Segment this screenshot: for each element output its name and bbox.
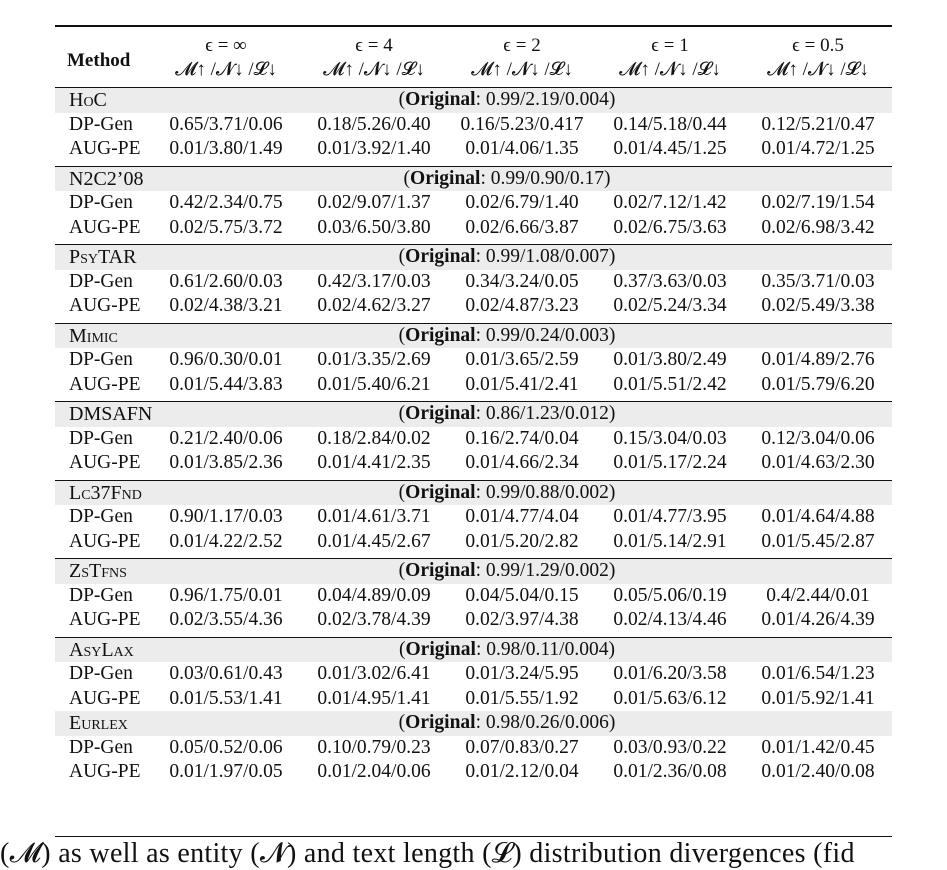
- metric-cell: 0.05/5.06/0.19: [613, 584, 727, 606]
- dataset-group-header: [55, 402, 892, 427]
- dataset-name: N2C2’08: [55, 166, 152, 191]
- metric-cell: 0.01/2.40/0.08: [761, 761, 875, 782]
- table-row: [55, 270, 892, 295]
- method-name: AUG-PE: [69, 216, 141, 238]
- metric-cell: 0.01/2.36/0.08: [613, 761, 727, 782]
- original-value: : 0.98/0.26/0.006): [475, 712, 616, 733]
- metric-cell: 0.01/4.61/3.71: [317, 506, 431, 527]
- metric-cell: 0.14/5.18/0.44: [613, 113, 727, 135]
- metric-cell: 0.03/0.93/0.22: [613, 736, 727, 758]
- metric-cell: 0.01/3.80/1.49: [169, 138, 283, 159]
- method-name: DP-Gen: [69, 584, 133, 606]
- table-row: [55, 191, 892, 216]
- metric-cell: 0.02/5.49/3.38: [761, 295, 875, 316]
- epsilon-header: ϵ = ∞: [205, 35, 247, 56]
- metric-cell: 0.01/5.53/1.41: [169, 687, 283, 709]
- dataset-name: Lc37Fnd: [55, 480, 152, 505]
- metric-cell: 0.02/6.79/1.40: [465, 192, 579, 213]
- method-name: DP-Gen: [69, 113, 133, 135]
- original-value: : 0.99/0.88/0.002): [475, 481, 616, 503]
- metric-cell: 0.01/4.77/3.95: [613, 506, 727, 527]
- original-label: Original: [405, 560, 476, 581]
- table-row: [55, 216, 892, 241]
- metric-header: 𝓜↑ /𝓝↓ /𝓛↓: [619, 59, 721, 80]
- metric-cell: 0.02/3.55/4.36: [169, 609, 283, 630]
- original-scores: (Original: 0.99/0.24/0.003): [152, 323, 892, 348]
- original-scores: (Original: 0.86/1.23/0.012): [152, 402, 892, 427]
- dataset-group-header: [55, 711, 892, 736]
- original-value: : 0.99/0.90/0.17): [480, 167, 611, 189]
- metric-cell: 0.01/4.63/2.30: [761, 452, 875, 473]
- metric-cell: 0.02/4.38/3.21: [169, 295, 283, 316]
- dataset-name: Mimic: [55, 323, 152, 348]
- original-value: : 0.99/2.19/0.004): [475, 89, 616, 110]
- original-value: : 0.86/1.23/0.012): [475, 403, 616, 424]
- metric-cell: 0.02/3.78/4.39: [317, 609, 431, 630]
- table-row: [55, 451, 892, 476]
- method-name: AUG-PE: [69, 530, 141, 552]
- metric-cell: 0.01/5.92/1.41: [761, 687, 875, 709]
- method-name: DP-Gen: [69, 192, 133, 213]
- method-name: DP-Gen: [69, 506, 133, 527]
- method-name: AUG-PE: [69, 373, 141, 395]
- table-row: [55, 505, 892, 530]
- original-value: : 0.99/1.29/0.002): [475, 560, 616, 581]
- metric-cell: 0.02/7.12/1.42: [613, 192, 727, 213]
- metric-cell: 0.01/5.44/3.83: [169, 373, 283, 395]
- metric-cell: 0.02/3.97/4.38: [465, 609, 579, 630]
- original-scores: (Original: 0.98/0.26/0.006): [152, 711, 892, 736]
- metric-cell: 0.18/5.26/0.40: [317, 113, 431, 135]
- table-row: [55, 608, 892, 633]
- metric-cell: 0.35/3.71/0.03: [761, 270, 875, 292]
- dataset-name: HoC: [55, 88, 152, 113]
- method-name: AUG-PE: [69, 687, 141, 709]
- method-name: DP-Gen: [69, 270, 133, 292]
- original-label: Original: [405, 324, 476, 346]
- metric-cell: 0.01/4.22/2.52: [169, 530, 283, 552]
- original-scores: (Original: 0.99/0.90/0.17): [152, 166, 892, 191]
- dataset-group-header: [55, 480, 892, 505]
- metric-cell: 0.01/4.26/4.39: [761, 609, 875, 630]
- metric-cell: 0.01/5.45/2.87: [761, 530, 875, 552]
- metric-cell: 0.04/5.04/0.15: [465, 584, 579, 606]
- metric-cell: 0.01/3.92/1.40: [317, 138, 431, 159]
- original-value: : 0.99/0.24/0.003): [475, 324, 616, 346]
- original-value: : 0.99/1.08/0.007): [475, 246, 616, 267]
- dataset-group-header: [55, 245, 892, 270]
- metric-cell: 0.07/0.83/0.27: [465, 736, 579, 758]
- metric-cell: 0.01/4.95/1.41: [317, 687, 431, 709]
- original-scores: (Original: 0.99/2.19/0.004): [152, 88, 892, 113]
- metric-cell: 0.01/1.42/0.45: [761, 736, 875, 758]
- metric-cell: 0.42/2.34/0.75: [169, 192, 283, 213]
- metric-cell: 0.18/2.84/0.02: [317, 427, 431, 449]
- original-value: : 0.98/0.11/0.004): [475, 638, 615, 660]
- metric-cell: 0.03/0.61/0.43: [169, 663, 283, 684]
- metric-cell: 0.01/4.45/2.67: [317, 530, 431, 552]
- metric-cell: 0.02/6.66/3.87: [465, 216, 579, 238]
- results-table-container: [55, 25, 892, 785]
- metric-cell: 0.02/7.19/1.54: [761, 192, 875, 213]
- dataset-group-header: [55, 166, 892, 191]
- table-row: [55, 760, 892, 785]
- metric-cell: 0.15/3.04/0.03: [613, 427, 727, 449]
- table-row: [55, 427, 892, 452]
- epsilon-header: ϵ = 4: [355, 35, 393, 56]
- metric-header: 𝓜↑ /𝓝↓ /𝓛↓: [175, 59, 277, 80]
- metric-cell: 0.02/4.87/3.23: [465, 295, 579, 316]
- dataset-group-header: [55, 323, 892, 348]
- metric-cell: 0.01/3.24/5.95: [465, 663, 579, 684]
- original-label: Original: [405, 403, 476, 424]
- metric-cell: 0.01/5.55/1.92: [465, 687, 579, 709]
- metric-cell: 0.01/3.02/6.41: [317, 663, 431, 684]
- dataset-name: PsyTAR: [55, 245, 152, 270]
- original-label: Original: [405, 246, 476, 267]
- metric-cell: 0.02/4.13/4.46: [613, 609, 727, 630]
- metric-cell: 0.96/1.75/0.01: [169, 584, 283, 606]
- table-row: [55, 736, 892, 761]
- metric-cell: 0.10/0.79/0.23: [317, 736, 431, 758]
- metric-cell: 0.01/4.72/1.25: [761, 138, 875, 159]
- table-row: [55, 294, 892, 319]
- metric-cell: 0.16/5.23/0.417: [460, 113, 584, 135]
- table-row: [55, 584, 892, 609]
- metric-header: 𝓜↑ /𝓝↓ /𝓛↓: [767, 59, 869, 80]
- metric-cell: 0.34/3.24/0.05: [465, 270, 579, 292]
- epsilon-header: ϵ = 0.5: [792, 35, 844, 56]
- metric-cell: 0.01/3.35/2.69: [317, 349, 431, 370]
- results-table: [55, 25, 892, 785]
- table-row: [55, 348, 892, 373]
- method-name: AUG-PE: [69, 138, 141, 159]
- metric-cell: 0.01/1.97/0.05: [169, 761, 283, 782]
- table-row: [55, 137, 892, 162]
- epsilon-header: ϵ = 2: [503, 35, 541, 56]
- metric-cell: 0.01/5.14/2.91: [613, 530, 727, 552]
- table-body: [55, 88, 892, 785]
- dataset-name: Eurlex: [55, 711, 152, 736]
- table-row: [55, 687, 892, 712]
- metric-cell: 0.01/5.79/6.20: [761, 373, 875, 395]
- metric-cell: 0.01/3.65/2.59: [465, 349, 579, 370]
- method-name: AUG-PE: [69, 452, 141, 473]
- metric-cell: 0.16/2.74/0.04: [465, 427, 579, 449]
- metric-cell: 0.03/6.50/3.80: [317, 216, 431, 238]
- metric-cell: 0.12/3.04/0.06: [761, 427, 875, 449]
- metric-cell: 0.01/4.77/4.04: [465, 506, 579, 527]
- method-name: AUG-PE: [69, 761, 141, 782]
- metric-cell: 0.01/4.66/2.34: [465, 452, 579, 473]
- original-scores: (Original: 0.99/1.08/0.007): [152, 245, 892, 270]
- metric-cell: 0.96/0.30/0.01: [169, 349, 283, 370]
- dataset-group-header: [55, 637, 892, 662]
- original-label: Original: [405, 481, 476, 503]
- dataset-group-header: [55, 559, 892, 584]
- metric-cell: 0.12/5.21/0.47: [761, 113, 875, 135]
- metric-cell: 0.04/4.89/0.09: [317, 584, 431, 606]
- metric-cell: 0.01/4.64/4.88: [761, 506, 875, 527]
- metric-header: 𝓜↑ /𝓝↓ /𝓛↓: [323, 59, 425, 80]
- metric-cell: 0.01/5.20/2.82: [465, 530, 579, 552]
- dataset-name: ZsTfns: [55, 559, 152, 584]
- table-row: [55, 373, 892, 398]
- metric-cell: 0.02/4.62/3.27: [317, 295, 431, 316]
- original-label: Original: [405, 712, 476, 733]
- metric-cell: 0.01/5.41/2.41: [465, 373, 579, 395]
- metric-cell: 0.01/2.12/0.04: [465, 761, 579, 782]
- method-name: DP-Gen: [69, 736, 133, 758]
- metric-cell: 0.02/5.75/3.72: [169, 216, 283, 238]
- metric-cell: 0.02/6.98/3.42: [761, 216, 875, 238]
- method-name: DP-Gen: [69, 349, 133, 370]
- method-name: AUG-PE: [69, 609, 141, 630]
- metric-cell: 0.01/5.17/2.24: [613, 452, 727, 473]
- metric-cell: 0.01/4.89/2.76: [761, 349, 875, 370]
- dataset-name: AsyLax: [55, 637, 152, 662]
- metric-cell: 0.05/0.52/0.06: [169, 736, 283, 758]
- metric-cell: 0.01/5.63/6.12: [613, 687, 727, 709]
- metric-cell: 0.42/3.17/0.03: [317, 270, 431, 292]
- metric-cell: 0.02/6.75/3.63: [613, 216, 727, 238]
- dataset-group-header: [55, 88, 892, 113]
- metric-cell: 0.01/4.06/1.35: [465, 138, 579, 159]
- table-bottom-rule: [55, 836, 892, 837]
- method-name: AUG-PE: [69, 295, 141, 316]
- original-scores: (Original: 0.98/0.11/0.004): [152, 637, 892, 662]
- metric-cell: 0.01/5.40/6.21: [317, 373, 431, 395]
- original-scores: (Original: 0.99/0.88/0.002): [152, 480, 892, 505]
- epsilon-header: ϵ = 1: [651, 35, 689, 56]
- original-label: Original: [405, 638, 476, 660]
- metric-cell: 0.4/2.44/0.01: [766, 584, 870, 606]
- table-caption: (𝓜) as well as entity (𝓝) and text length (𝓛) distribution divergences (fid: [0, 838, 855, 869]
- metric-cell: 0.02/5.24/3.34: [613, 295, 727, 316]
- table-row: [55, 530, 892, 555]
- dataset-name: DMSAFN: [55, 402, 152, 427]
- metric-cell: 0.01/4.45/1.25: [613, 138, 727, 159]
- table-header: [55, 26, 892, 88]
- metric-cell: 0.21/2.40/0.06: [169, 427, 283, 449]
- metric-cell: 0.02/9.07/1.37: [317, 192, 431, 213]
- metric-cell: 0.61/2.60/0.03: [169, 270, 283, 292]
- method-name: DP-Gen: [69, 663, 133, 684]
- method-name: DP-Gen: [69, 427, 133, 449]
- metric-cell: 0.01/4.41/2.35: [317, 452, 431, 473]
- metric-cell: 0.01/2.04/0.06: [317, 761, 431, 782]
- metric-cell: 0.90/1.17/0.03: [169, 506, 283, 527]
- metric-cell: 0.01/6.54/1.23: [761, 663, 875, 684]
- metric-cell: 0.01/6.20/3.58: [613, 663, 727, 684]
- metric-cell: 0.37/3.63/0.03: [613, 270, 727, 292]
- method-column-header: Method: [67, 49, 131, 71]
- original-label: Original: [405, 89, 476, 110]
- original-label: Original: [410, 167, 481, 189]
- metric-header: 𝓜↑ /𝓝↓ /𝓛↓: [471, 59, 573, 80]
- metric-cell: 0.01/5.51/2.42: [613, 373, 727, 395]
- metric-cell: 0.01/3.80/2.49: [613, 349, 727, 370]
- table-row: [55, 113, 892, 138]
- metric-cell: 0.01/3.85/2.36: [169, 452, 283, 473]
- original-scores: (Original: 0.99/1.29/0.002): [152, 559, 892, 584]
- table-row: [55, 662, 892, 687]
- metric-cell: 0.65/3.71/0.06: [169, 113, 283, 135]
